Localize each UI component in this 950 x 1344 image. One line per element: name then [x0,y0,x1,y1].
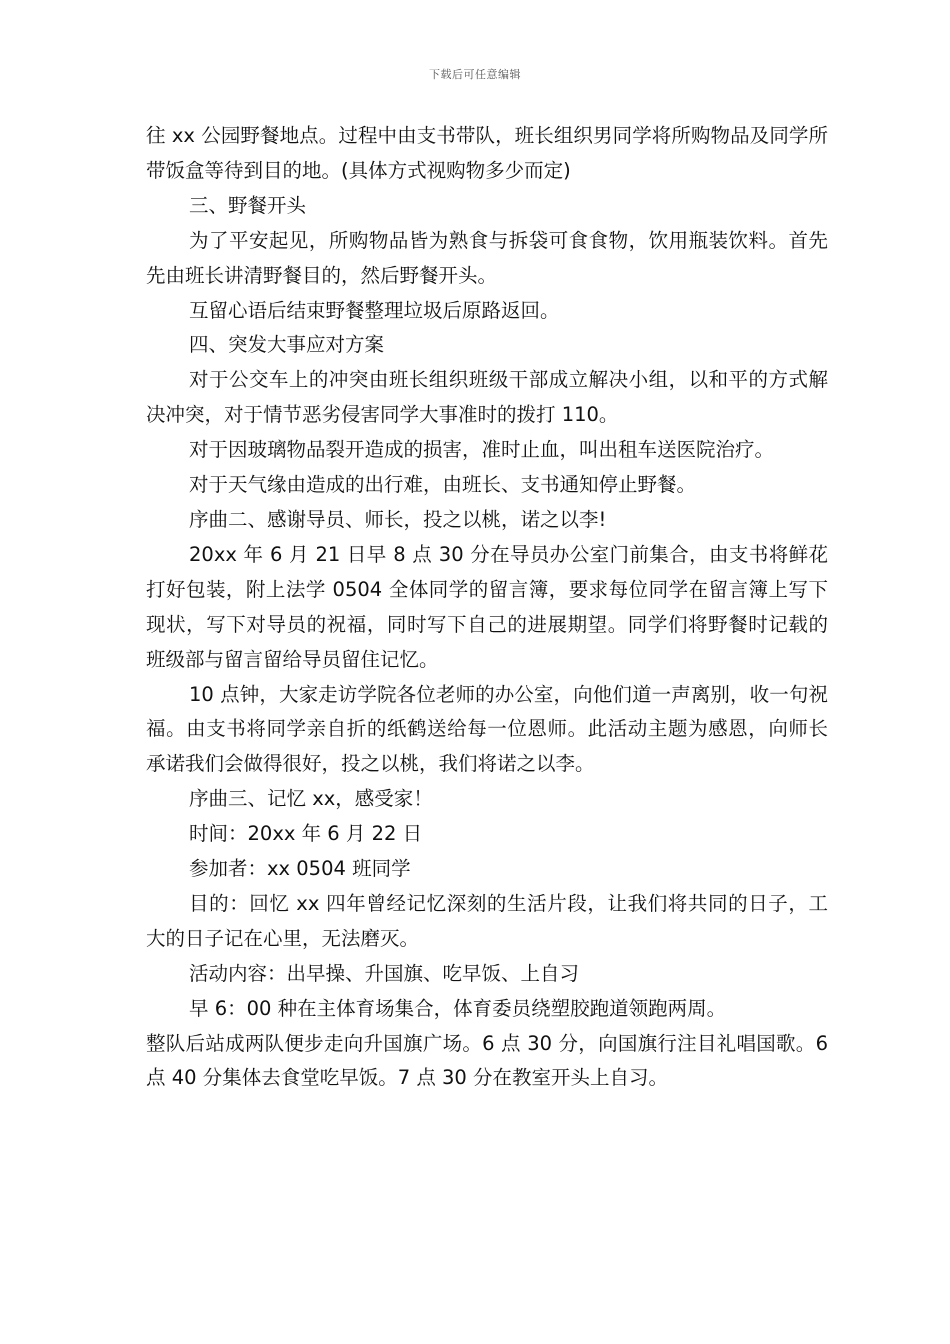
paragraph-morning-exercise: 早 6：00 种在主体育场集合，体育委员绕塑胶跑道领跑两周。 [189,996,727,1020]
paragraph-morning-schedule: 整队后站成两队便步走向升国旗广场。6 点 30 分，向国旗行注目礼唱国歌。6 点 40 分集体去食堂吃早饭。7 点 30 分在教室开头上自习。 [146,1031,828,1090]
paragraph-participants: 参加者：xx 0504 班同学 [189,857,411,881]
paragraph-teacher-visits: 10 点钟，大家走访学院各位老师的办公室，向他们道一声离别，收一句祝福。由支书将同学亲自折的纸鹤送给每一位恩师。此活动主题为感恩，向师长承诺我们会做得很好，投之以桃，我们将诺之以李。 [146,682,828,776]
paragraph-time: 时间：20xx 年 6 月 22 日 [189,822,423,846]
paragraph-safety: 为了平安起见，所购物品皆为熟食与拆袋可食食物，饮用瓶装饮料。首先先由班长讲清野餐目的，然后野餐开头。 [146,228,828,287]
header-note: 下载后可任意编辑 [429,68,521,81]
paragraph-gathering: 20xx 年 6 月 21 日早 8 点 30 分在导员办公室门前集合，由支书将鲜花打好包装，附上法学 0504 全体同学的留言簿，要求每位同学在留言簿上写下现状，写下对导员的祝福，同时写下自己的进展期望。同学们将野餐时记载的班级部与留言留给导员留住记忆。 [146,542,828,671]
section-heading-prelude-three: 序曲三、记忆 xx，感受家！ [189,787,433,811]
paragraph-glass-injury: 对于因玻璃物品裂开造成的损害，准时止血，叫出租车送医院治疗。 [189,438,775,462]
document-body [146,119,828,1096]
paragraph-purpose: 目的：回忆 xx 四年曾经记忆深刻的生活片段，让我们将共同的日子，工大的日子记在心里，无法磨灭。 [146,891,828,950]
paragraph-continuation: 往 xx 公园野餐地点。过程中由支书带队，班长组织男同学将所购物品及同学所带饭盒等待到目的地。(具体方式视购物多少而定) [146,124,828,182]
section-heading-picnic-start: 三、野餐开头 [189,193,307,217]
paragraph-bus-conflict: 对于公交车上的冲突由班长组织班级干部成立解决小组，以和平的方式解决冲突，对于情节恶劣侵害同学大事准时的拨打 110。 [146,368,828,427]
paragraph-activities: 活动内容：出早操、升国旗、吃早饭、上自习 [189,961,580,985]
paragraph-weather: 对于天气缘由造成的出行难，由班长、支书通知停止野餐。 [189,473,697,497]
section-heading-prelude-two: 序曲二、感谢导员、师长，投之以桃，诺之以李! [189,507,607,531]
section-heading-emergency: 四、突发大事应对方案 [189,333,385,357]
paragraph-return: 互留心语后结束野餐整理垃圾后原路返回。 [189,298,560,322]
